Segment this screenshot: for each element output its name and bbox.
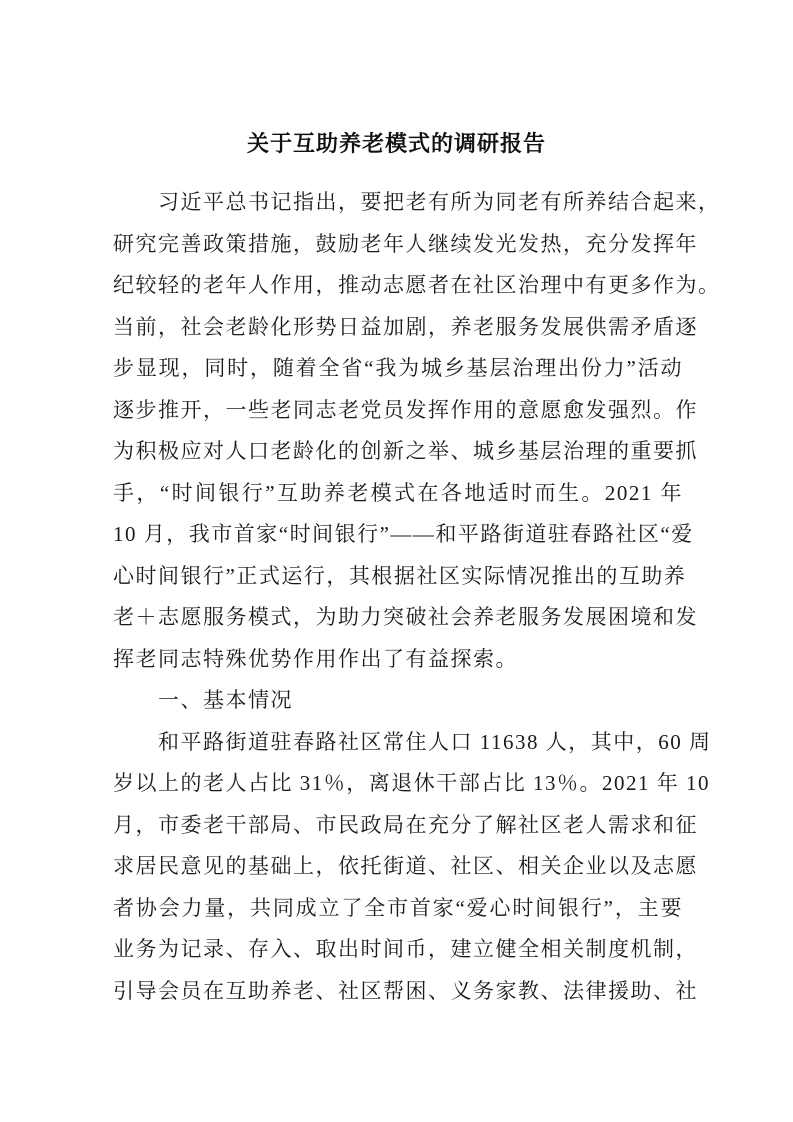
paragraph-1-line-11: 老＋志愿服务模式，为助力突破社会养老服务发展困境和发 [113, 605, 698, 629]
paragraph-1-line-10: 心时间银行”正式运行，其根据社区实际情况推出的互助养 [113, 563, 687, 588]
paragraph-2-line-1: 和平路街道驻春路社区常住人口 11638 人，其中，60 周 [158, 729, 712, 754]
paragraph-1-line-2: 研究完善政策措施，鼓励老年人继续发光发热，充分发挥年 [113, 231, 698, 256]
paragraph-1-line-7: 为积极应对人口老龄化的创新之举、城乡基层治理的重要抓 [113, 439, 698, 463]
paragraph-1-line-9: 10 月，我市首家“时间银行”——和平路街道驻春路社区“爱 [113, 522, 694, 546]
paragraph-2-line-4: 求居民意见的基础上，依托街道、社区、相关企业以及志愿 [113, 854, 698, 878]
document-body [113, 182, 721, 1012]
section-heading-1: 一、基本情况 [158, 688, 293, 712]
paragraph-1-line-5: 步显现，同时，随着全省“我为城乡基层治理出份力”活动 [113, 356, 683, 380]
paragraph-2-line-6: 业务为记录、存入、取出时间币，建立健全相关制度机制， [113, 937, 698, 961]
paragraph-2-line-5: 者协会力量，共同成立了全市首家“爱心时间银行”，主要 [113, 895, 683, 920]
paragraph-1-line-8: 手，“时间银行”互助养老模式在各地适时而生。2021 年 [113, 480, 683, 505]
paragraph-1-line-1: 习近平总书记指出，要把老有所为同老有所养结合起来， [158, 190, 721, 214]
paragraph-2-line-2: 岁以上的老人占比 31％，离退休干部占比 13％。2021 年 10 [113, 771, 710, 795]
paragraph-1-line-4: 当前，社会老龄化形势日益加剧，养老服务发展供需矛盾逐 [113, 314, 698, 339]
paragraph-2-line-7: 引导会员在互助养老、社区帮困、义务家教、法律援助、社 [113, 978, 698, 1003]
paragraph-2-line-3: 月，市委老干部局、市民政局在充分了解社区老人需求和征 [113, 812, 698, 837]
paragraph-1-line-12: 挥老同志特殊优势作用作出了有益探索。 [113, 646, 518, 671]
paragraph-1-line-6: 逐步推开，一些老同志老党员发挥作用的意愿愈发强烈。作 [113, 397, 698, 422]
paragraph-1-line-3: 纪较轻的老年人作用，推动志愿者在社区治理中有更多作为。 [113, 273, 721, 297]
document-title: 关于互助养老模式的调研报告 [246, 131, 546, 156]
